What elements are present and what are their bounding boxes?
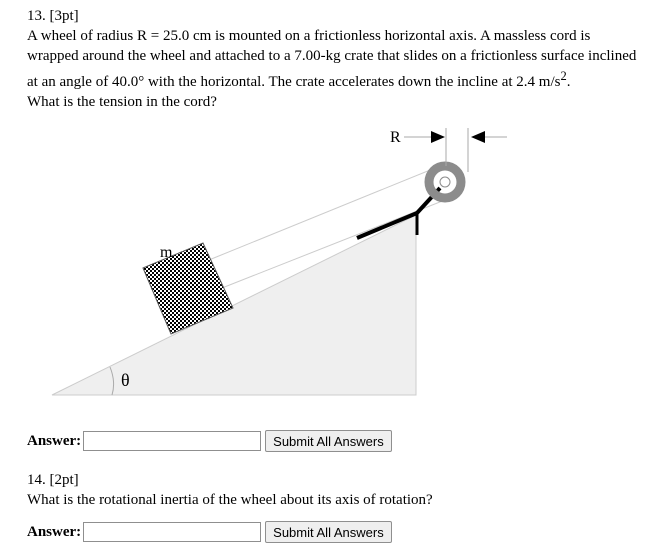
radius-label: R <box>390 129 401 146</box>
question-13-period: . <box>566 74 571 90</box>
answer-input-13[interactable] <box>83 431 261 451</box>
question-13-number: 13. [3pt] <box>27 8 79 24</box>
answer-label-14: Answer: <box>27 523 82 540</box>
wheel-hub <box>440 177 450 187</box>
question-14-number: 14. [2pt] <box>27 472 79 488</box>
incline-surface <box>52 215 416 395</box>
question-13-text <box>27 26 642 92</box>
question-13-exponent: 2 <box>560 69 567 83</box>
answer-input-14[interactable] <box>83 522 261 542</box>
angle-label: θ <box>121 370 130 390</box>
radius-arrow-right <box>431 131 445 143</box>
question-14 <box>27 470 642 510</box>
answer-row-14 <box>27 521 392 543</box>
mass-label: m <box>160 244 173 261</box>
question-13-prompt: What is the tension in the cord? <box>27 94 217 110</box>
submit-answers-button-14[interactable]: Submit All Answers <box>265 521 392 543</box>
incline-wheel-diagram <box>0 110 670 410</box>
question-13 <box>27 6 642 112</box>
answer-row-13 <box>27 430 392 452</box>
question-13-main-text: A wheel of radius R = 25.0 cm is mounted on a frictionless horizontal axis. A massless cord is wrapped around the wheel and attached to a 7.00-kg crate that slides on a frictionless surface inclined at an angle of 40.0° with the horizontal. The crate accelerates down the incline at 2.4 m/s <box>27 28 637 90</box>
radius-arrow-left <box>471 131 485 143</box>
submit-answers-button-13[interactable]: Submit All Answers <box>265 430 392 452</box>
answer-label-13: Answer: <box>27 432 82 449</box>
question-14-text: What is the rotational inertia of the wheel about its axis of rotation? <box>27 492 433 508</box>
